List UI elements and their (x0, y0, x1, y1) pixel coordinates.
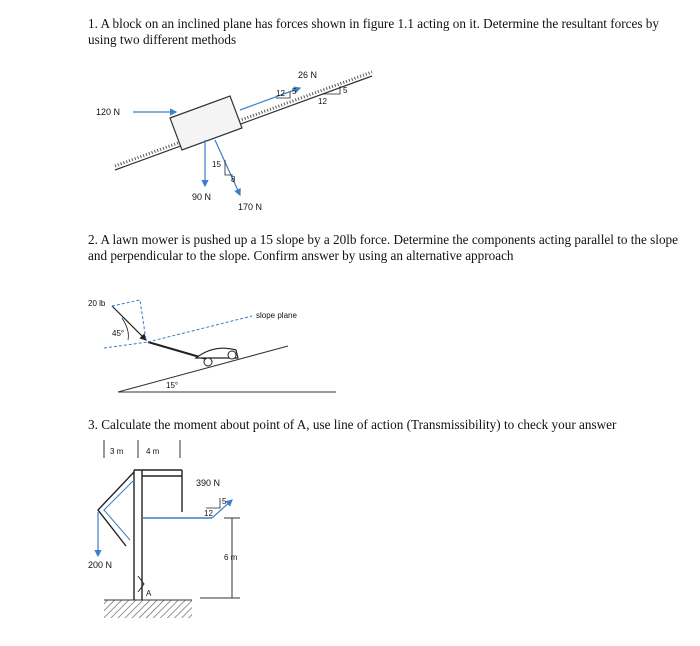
figure-2 (88, 299, 336, 392)
slope-plane-label: slope plane (256, 311, 297, 320)
ratio-5a-label: 5 (292, 87, 297, 96)
question-3-text: Calculate the moment about point of A, use line of action (Transmissibility) to check your answer (101, 417, 617, 432)
ground-hatch (104, 600, 192, 618)
slope-plane-dashed (148, 316, 252, 342)
figure-3 (88, 440, 240, 618)
ratio-triangle-c (225, 160, 233, 175)
force-170-label: 170 N (238, 202, 263, 212)
ratio-12-label: 12 (204, 509, 213, 518)
ratio-15-label: 15 (212, 160, 221, 169)
angle-45-label: 45° (112, 329, 125, 338)
ratio-5b-label: 5 (343, 86, 348, 95)
force-390-label: 390 N (196, 478, 221, 488)
incline-hatch (115, 72, 372, 166)
dim-6m-label: 6 m (224, 553, 238, 562)
mower-wheel-rear (204, 358, 212, 366)
ratio-5-label: 5 (222, 497, 227, 506)
ratio-triangle-d (206, 498, 220, 508)
left-brace-inner (104, 480, 134, 540)
ratio-12b-label: 12 (318, 97, 327, 106)
incline-surface (115, 76, 372, 170)
ratio-8-label: 8 (231, 175, 236, 184)
question-3-number: 3. (88, 417, 98, 432)
force-120-label: 120 N (96, 107, 121, 117)
figure-1 (96, 70, 372, 212)
question-2-text: A lawn mower is pushed up a 15 slope by a 20lb force. Determine the components acting parallel to the slope and perpendicular to the slope. Confirm answer by using an alternative approach (88, 232, 679, 263)
question-1-text: A block on an inclined plane has forces shown in figure 1.1 acting on it. Determine the resultant forces by using two different methods (88, 16, 659, 47)
force-26-arrow (240, 88, 300, 110)
force-20lb-label: 20 lb (88, 299, 106, 308)
horizontal-reference (104, 342, 148, 348)
mower-wheel-front (228, 351, 236, 359)
pivot-a-mark (138, 576, 144, 592)
force-26-label: 26 N (298, 70, 318, 80)
question-1-number: 1. (88, 16, 98, 31)
point-a-label: A (146, 589, 152, 598)
force-90-label: 90 N (192, 192, 212, 202)
dim-3m-label: 3 m (110, 447, 124, 456)
force-200-label: 200 N (88, 560, 113, 570)
question-2-number: 2. (88, 232, 98, 247)
ratio-12a-label: 12 (276, 89, 285, 98)
block (170, 96, 242, 150)
left-brace (98, 472, 134, 546)
slope-angle-label: 15° (166, 381, 179, 390)
dim-4m-label: 4 m (146, 447, 160, 456)
